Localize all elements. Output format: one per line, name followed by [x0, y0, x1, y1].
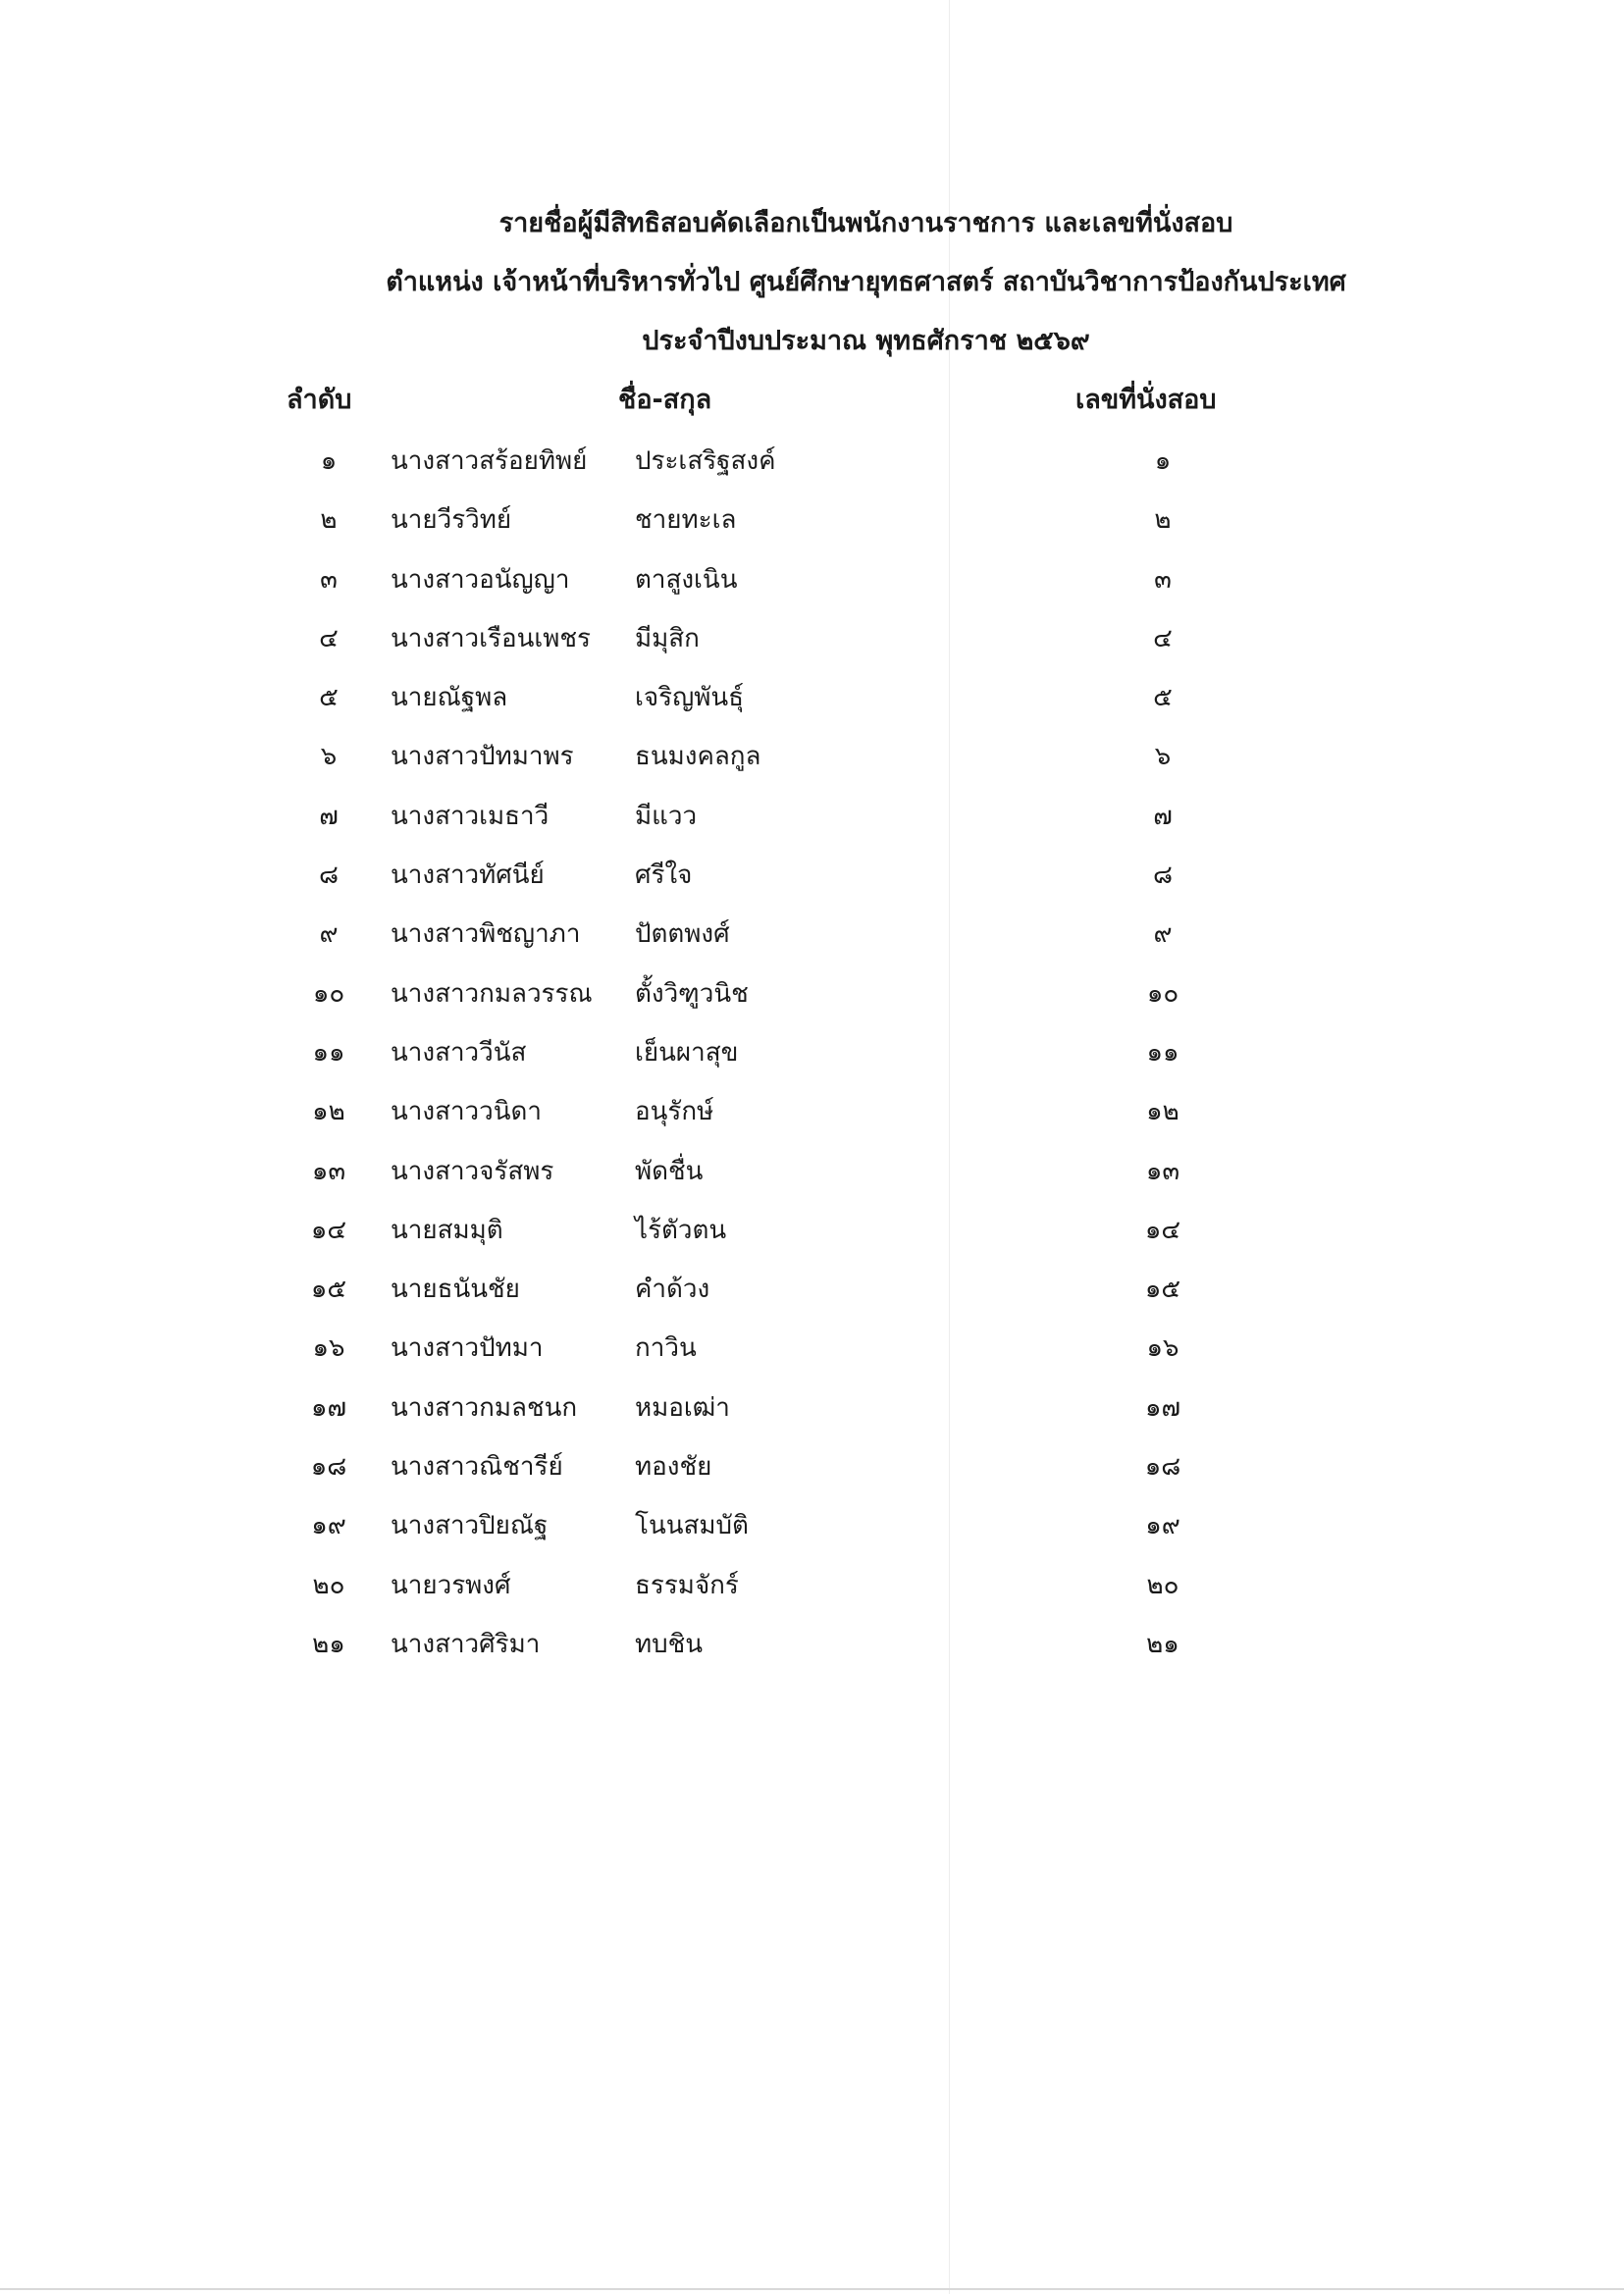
- row-last-name: โนนสมบัติ: [635, 1511, 749, 1541]
- row-seat-number: ๑๑: [1146, 1037, 1179, 1068]
- row-order: ๑๔: [310, 1215, 347, 1245]
- row-last-name: ตาสูงเนิน: [635, 564, 738, 595]
- row-seat-number: ๑๖: [1146, 1333, 1179, 1364]
- row-seat-number: ๑๒: [1146, 1097, 1179, 1127]
- row-first-name: นางสาวทัศนีย์: [391, 860, 545, 891]
- row-seat-number: ๑๘: [1144, 1452, 1181, 1483]
- row-order: ๒: [320, 505, 338, 536]
- row-first-name: นางสาวสร้อยทิพย์: [391, 446, 588, 476]
- row-first-name: นางสาวพิชญาภา: [391, 919, 581, 950]
- row-seat-number: ๑๐: [1146, 978, 1179, 1009]
- row-first-name: นายสมมุติ: [391, 1215, 503, 1245]
- table-row: [0, 558, 1624, 617]
- row-order: ๑๘: [310, 1452, 347, 1483]
- table-row: [0, 1564, 1624, 1623]
- row-order: ๑๑: [312, 1037, 345, 1068]
- table-row: [0, 1327, 1624, 1385]
- row-last-name: มีมุสิก: [635, 623, 700, 653]
- row-seat-number: ๔: [1153, 623, 1173, 653]
- row-order: ๕: [319, 683, 339, 713]
- row-last-name: ธรรมจักร์: [635, 1570, 739, 1600]
- row-last-name: ทองชัย: [635, 1452, 712, 1483]
- table-row: [0, 1623, 1624, 1682]
- row-order: ๘: [318, 860, 340, 891]
- row-last-name: หมอเฒ่า: [635, 1392, 730, 1423]
- row-first-name: นางสาวจรัสพร: [391, 1156, 554, 1186]
- row-seat-number: ๙: [1153, 919, 1173, 950]
- row-seat-number: ๑: [1154, 446, 1172, 476]
- row-first-name: นายวรพงศ์: [391, 1570, 511, 1600]
- row-seat-number: ๒๑: [1146, 1629, 1179, 1659]
- table-row: [0, 440, 1624, 498]
- row-first-name: นางสาววีนัส: [391, 1037, 527, 1068]
- row-last-name: ศรีใจ: [635, 860, 693, 891]
- header-name: ชื่อ-สกุล: [618, 385, 712, 415]
- table-row: [0, 1504, 1624, 1563]
- row-order: ๒๑: [312, 1629, 345, 1659]
- row-order: ๒๐: [312, 1570, 345, 1600]
- table-row: [0, 1150, 1624, 1209]
- row-seat-number: ๑๔: [1144, 1215, 1181, 1245]
- row-seat-number: ๖: [1154, 742, 1172, 772]
- row-last-name: กาวิน: [635, 1333, 697, 1364]
- row-order: ๙: [319, 919, 339, 950]
- row-first-name: นางสาวปัทมา: [391, 1333, 544, 1364]
- row-seat-number: ๘: [1152, 860, 1174, 891]
- row-seat-number: ๕: [1153, 683, 1173, 713]
- row-seat-number: ๓: [1154, 564, 1172, 595]
- row-seat-number: ๒: [1154, 505, 1172, 536]
- row-first-name: นางสาวณิชารีย์: [391, 1452, 563, 1483]
- row-first-name: นางสาวศิริมา: [391, 1629, 541, 1659]
- table-row: [0, 1209, 1624, 1268]
- row-last-name: เย็นผาสุข: [635, 1037, 739, 1068]
- row-order: ๑๖: [312, 1333, 345, 1364]
- row-seat-number: ๑๙: [1145, 1511, 1180, 1541]
- row-last-name: ปัตตพงศ์: [635, 919, 730, 950]
- row-last-name: ไร้ตัวตน: [635, 1215, 727, 1245]
- row-order: ๖: [320, 742, 338, 772]
- document-title-line-3: ประจำปีงบประมาณ พุทธศักราช ๒๕๖๙: [642, 326, 1090, 356]
- row-first-name: นายวีรวิทย์: [391, 505, 512, 536]
- table-row: [0, 854, 1624, 912]
- row-first-name: นางสาวเมธาวี: [391, 801, 550, 831]
- row-order: ๑๙: [311, 1511, 346, 1541]
- table-row: [0, 1031, 1624, 1090]
- row-last-name: ชายทะเล: [635, 505, 737, 536]
- row-order: ๗: [319, 801, 339, 831]
- page-bottom-edge: [0, 2288, 1624, 2290]
- row-last-name: ตั้งวิฑูวนิช: [635, 978, 749, 1009]
- row-order: ๑๓: [311, 1156, 346, 1186]
- table-row: [0, 617, 1624, 676]
- row-first-name: นางสาวกมลชนก: [391, 1392, 578, 1423]
- table-row: [0, 1268, 1624, 1327]
- table-row: [0, 972, 1624, 1031]
- row-last-name: มีแวว: [635, 801, 698, 831]
- row-order: ๑: [320, 446, 338, 476]
- row-last-name: ธนมงคลกูล: [635, 742, 761, 772]
- row-order: ๑๒: [312, 1097, 345, 1127]
- table-row: [0, 735, 1624, 794]
- candidate-list: [0, 440, 1624, 1682]
- row-first-name: นางสาวกมลวรรณ: [391, 978, 593, 1009]
- row-first-name: นางสาวปิยณัฐ: [391, 1511, 549, 1541]
- document-title-line-2: ตำแหน่ง เจ้าหน้าที่บริหารทั่วไป ศูนย์ศึกษายุทธศาสตร์ สถาบันวิชาการป้องกันประเทศ: [386, 267, 1346, 297]
- row-last-name: คำด้วง: [635, 1275, 710, 1305]
- table-row: [0, 1445, 1624, 1504]
- row-first-name: นายธนันชัย: [391, 1275, 520, 1305]
- row-last-name: ประเสริฐสงค์: [635, 446, 776, 476]
- header-seat-number: เลขที่นั่งสอบ: [1075, 385, 1217, 415]
- row-first-name: นายณัฐพล: [391, 683, 508, 713]
- row-order: ๔: [319, 623, 339, 653]
- row-seat-number: ๒๐: [1146, 1570, 1179, 1600]
- row-last-name: ทบชิน: [635, 1629, 704, 1659]
- row-seat-number: ๑๓: [1145, 1156, 1180, 1186]
- header-order: ลำดับ: [287, 385, 352, 415]
- table-row: [0, 912, 1624, 971]
- document-title-line-1: รายชื่อผู้มีสิทธิสอบคัดเลือกเป็นพนักงานราชการ และเลขที่นั่งสอบ: [498, 208, 1233, 238]
- row-order: ๑๗: [310, 1392, 347, 1423]
- row-seat-number: ๑๗: [1144, 1392, 1181, 1423]
- row-order: ๓: [320, 564, 338, 595]
- row-first-name: นางสาววนิดา: [391, 1097, 542, 1127]
- row-last-name: พัดชื่น: [635, 1156, 704, 1186]
- row-last-name: เจริญพันธุ์: [635, 683, 745, 713]
- row-seat-number: ๑๕: [1144, 1275, 1181, 1305]
- row-seat-number: ๗: [1153, 801, 1173, 831]
- row-order: ๑๐: [312, 978, 345, 1009]
- table-row: [0, 1386, 1624, 1445]
- row-first-name: นางสาวอนัญญา: [391, 564, 570, 595]
- row-first-name: นางสาวปัทมาพร: [391, 742, 574, 772]
- table-row: [0, 498, 1624, 557]
- table-header: [0, 381, 1624, 424]
- table-row: [0, 676, 1624, 735]
- row-last-name: อนุรักษ์: [635, 1097, 714, 1127]
- table-row: [0, 795, 1624, 854]
- row-order: ๑๕: [310, 1275, 347, 1305]
- table-row: [0, 1090, 1624, 1149]
- row-first-name: นางสาวเรือนเพชร: [391, 623, 592, 653]
